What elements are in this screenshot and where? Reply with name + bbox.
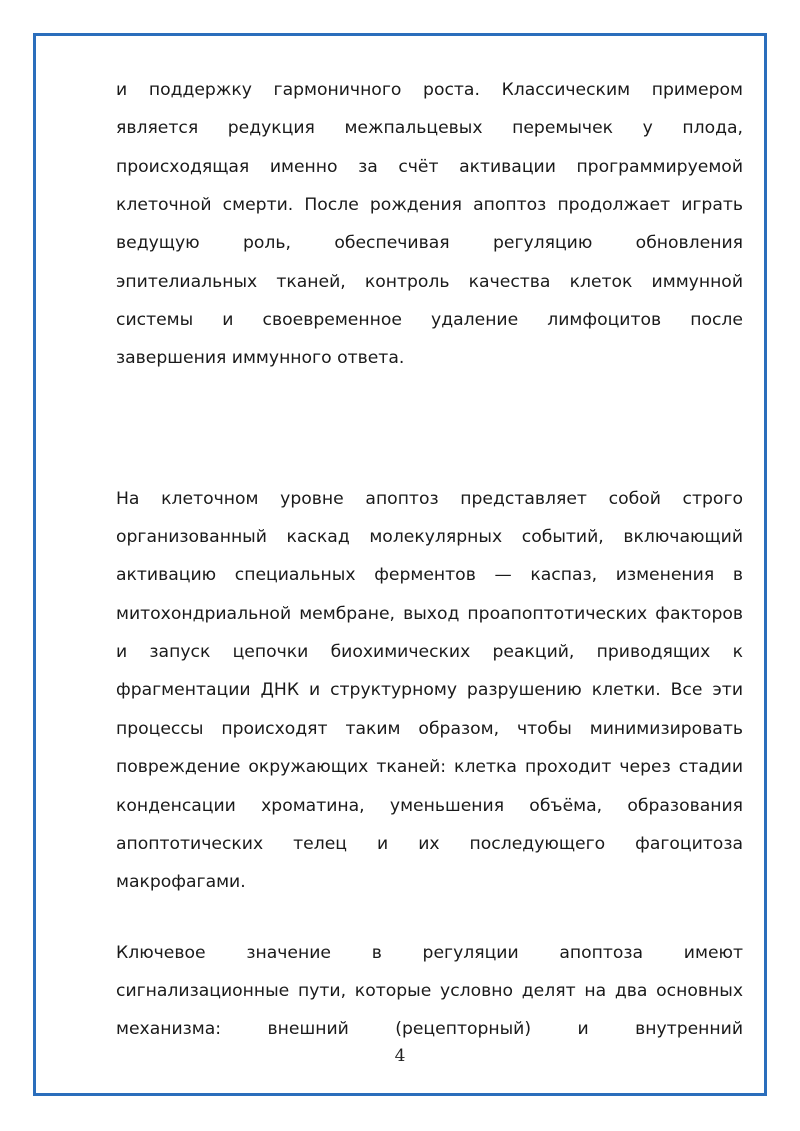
text-line: и запуск цепочки биохимических реакций, приводящих к [116,642,743,662]
text-line: Ключевое значение в регуляции апоптоза имеют [116,943,743,963]
text-line: является редукция межпальцевых перемычек у плода, [116,118,743,138]
text-line: механизма: внешний (рецепторный) и внутренний [116,1019,743,1039]
text-line: системы и своевременное удаление лимфоцитов после [116,310,743,330]
text-line: повреждение окружающих тканей: клетка проходит через стадии [116,757,743,777]
text-line: макрофагами. [116,872,246,892]
text-line: На клеточном уровне апоптоз представляет собой строго [116,489,743,509]
text-line: фрагментации ДНК и структурному разрушению клетки. Все эти [116,680,743,700]
text-line: клеточной смерти. После рождения апоптоз продолжает играть [116,195,743,215]
text-line: и поддержку гармоничного роста. Классическим примером [116,80,743,100]
text-line: организованный каскад молекулярных событий, включающий [116,527,743,547]
text-line: сигнализационные пути, которые условно делят на два основных [116,981,743,1001]
text-line: апоптотических телец и их последующего фагоцитоза [116,834,743,854]
text-line: эпителиальных тканей, контроль качества клеток иммунной [116,272,743,292]
text-line: процессы происходят таким образом, чтобы минимизировать [116,719,743,739]
text-line: происходящая именно за счёт активации программируемой [116,157,743,177]
text-line: митохондриальной мембране, выход проапоптотических факторов [116,604,743,624]
text-line: конденсации хроматина, уменьшения объёма, образования [116,796,743,816]
text-line: завершения иммунного ответа. [116,348,405,368]
text-line: активацию специальных ферментов — каспаз, изменения в [116,565,743,585]
page-number: 4 [394,1046,406,1066]
text-line: ведущую роль, обеспечивая регуляцию обновления [116,233,743,253]
